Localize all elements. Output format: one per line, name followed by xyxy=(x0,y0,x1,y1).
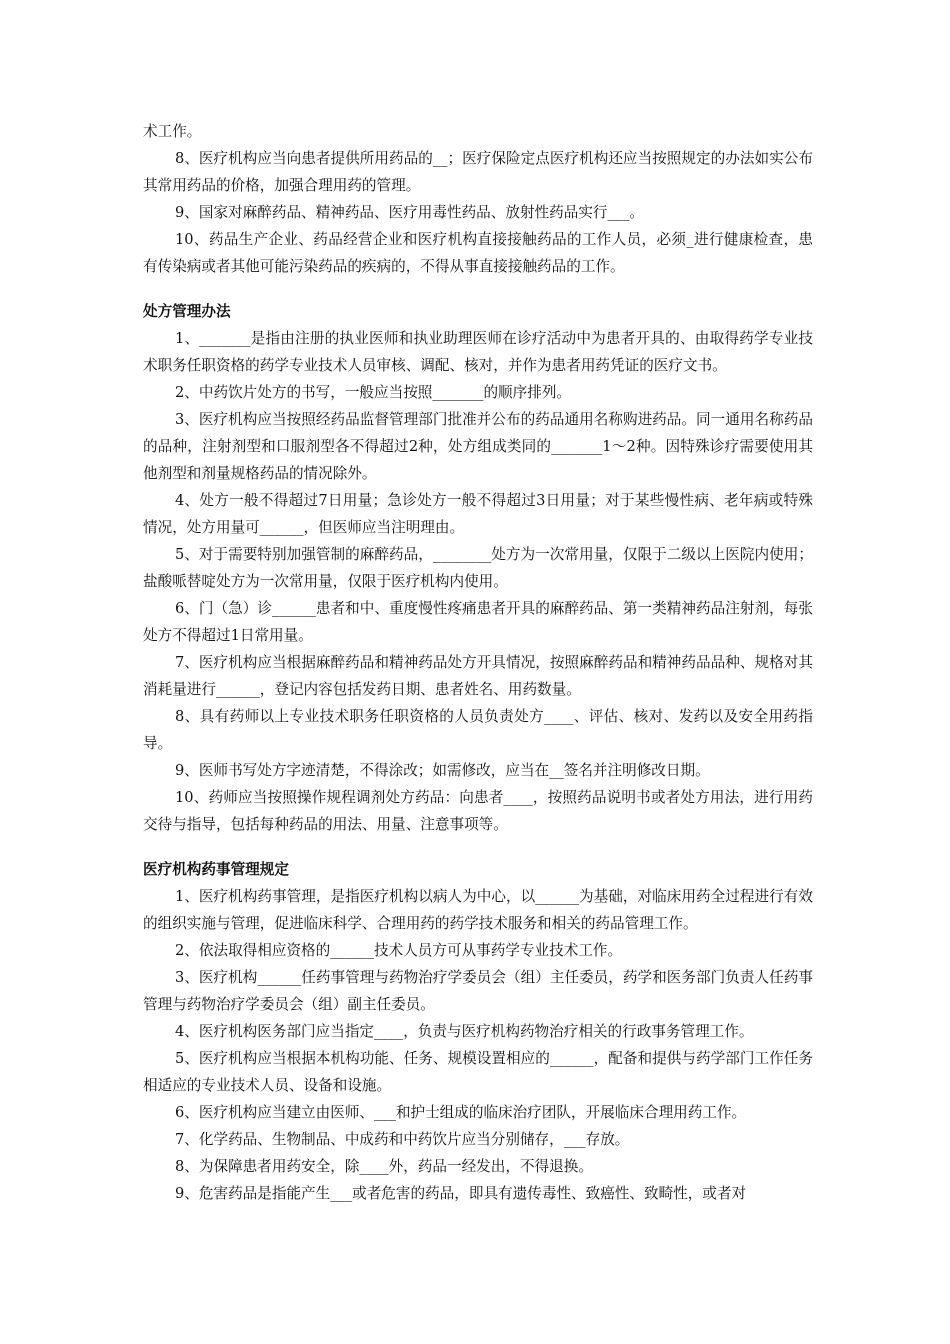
prescription-item-5: 5、对于需要特别加强管制的麻醉药品，________处方为一次常用量，仅限于二级以上医院内使用；盐酸哌替啶处方为一次常用量，仅限于医疗机构内使用。 xyxy=(143,546,813,590)
prescription-item-2: 2、中药饮片处方的书写，一般应当按照_______的顺序排列。 xyxy=(175,384,572,401)
pharmacy-item-8: 8、为保障患者用药安全，除____外，药品一经发出，不得退换。 xyxy=(175,1158,593,1175)
section-heading-prescription: 处方管理办法 xyxy=(143,303,231,320)
prescription-item-8: 8、具有药师以上专业技术职务任职资格的人员负责处方____、评估、核对、发药以及安全用药指导。 xyxy=(143,708,813,752)
prescription-item-6: 6、门（急）诊______患者和中、重度慢性疼痛患者开具的麻醉药品、第一类精神药品注射剂，每张处方不得超过1日常用量。 xyxy=(143,600,813,644)
paragraph-continuation: 术工作。 xyxy=(143,123,202,140)
pharmacy-item-3: 3、医疗机构______任药事管理与药物治疗学委员会（组）主任委员，药学和医务部门负责人任药事管理与药物治疗学委员会（组）副主任委员。 xyxy=(143,969,813,1013)
prescription-item-10: 10、药师应当按照操作规程调剂处方药品：向患者____，按照药品说明书或者处方用法，进行用药交待与指导，包括每种药品的用法、用量、注意事项等。 xyxy=(143,789,813,833)
law-item-9: 9、国家对麻醉药品、精神药品、医疗用毒性药品、放射性药品实行___。 xyxy=(175,204,644,221)
prescription-item-7: 7、医疗机构应当根据麻醉药品和精神药品处方开具情况，按照麻醉药品和精神药品品种、规格对其消耗量进行______，登记内容包括发药日期、患者姓名、用药数量。 xyxy=(143,654,813,698)
law-item-8: 8、医疗机构应当向患者提供所用药品的__；医疗保险定点医疗机构还应当按照规定的办法如实公布其常用药品的价格，加强合理用药的管理。 xyxy=(143,150,813,194)
pharmacy-item-1: 1、医疗机构药事管理，是指医疗机构以病人为中心，以______为基础，对临床用药全过程进行有效的组织实施与管理，促进临床科学、合理用药的药学技术服务和相关的药品管理工作。 xyxy=(143,888,813,932)
pharmacy-item-9: 9、危害药品是指能产生___或者危害的药品，即具有遗传毒性、致癌性、致畸性，或者对 xyxy=(175,1185,747,1202)
pharmacy-item-7: 7、化学药品、生物制品、中成药和中药饮片应当分别储存，___存放。 xyxy=(175,1131,630,1148)
document-page xyxy=(143,118,813,1207)
pharmacy-item-2: 2、依法取得相应资格的______技术人员方可从事药学专业技术工作。 xyxy=(175,942,623,959)
section-gap xyxy=(143,838,813,856)
prescription-item-3: 3、医疗机构应当按照经药品监督管理部门批准并公布的药品通用名称购进药品。同一通用名称药品的品种，注射剂型和口服剂型各不得超过2种，处方组成类同的_______1～2种。因特殊诊疗需要使用其他剂型和剂量规格药品的情况除外。 xyxy=(143,411,813,482)
pharmacy-item-4: 4、医疗机构医务部门应当指定____，负责与医疗机构药物治疗相关的行政事务管理工作。 xyxy=(175,1023,754,1040)
section-gap xyxy=(143,280,813,298)
prescription-item-9: 9、医师书写处方字迹清楚，不得涂改；如需修改，应当在__签名并注明修改日期。 xyxy=(175,762,710,779)
pharmacy-item-6: 6、医疗机构应当建立由医师、___和护士组成的临床治疗团队，开展临床合理用药工作。 xyxy=(175,1104,747,1121)
prescription-item-4: 4、处方一般不得超过7日用量；急诊处方一般不得超过3日用量；对于某些慢性病、老年病或特殊情况，处方用量可______，但医师应当注明理由。 xyxy=(143,492,813,536)
section-heading-pharmacy-management: 医疗机构药事管理规定 xyxy=(143,861,289,878)
pharmacy-item-5: 5、医疗机构应当根据本机构功能、任务、规模设置相应的______，配备和提供与药学部门工作任务相适应的专业技术人员、设备和设施。 xyxy=(143,1050,813,1094)
law-item-10: 10、药品生产企业、药品经营企业和医疗机构直接接触药品的工作人员，必须_进行健康检查，患有传染病或者其他可能污染药品的疾病的，不得从事直接接触药品的工作。 xyxy=(143,231,813,275)
prescription-item-1: 1、_______是指由注册的执业医师和执业助理医师在诊疗活动中为患者开具的、由取得药学专业技术职务任职资格的药学专业技术人员审核、调配、核对，并作为患者用药凭证的医疗文书。 xyxy=(143,330,813,374)
